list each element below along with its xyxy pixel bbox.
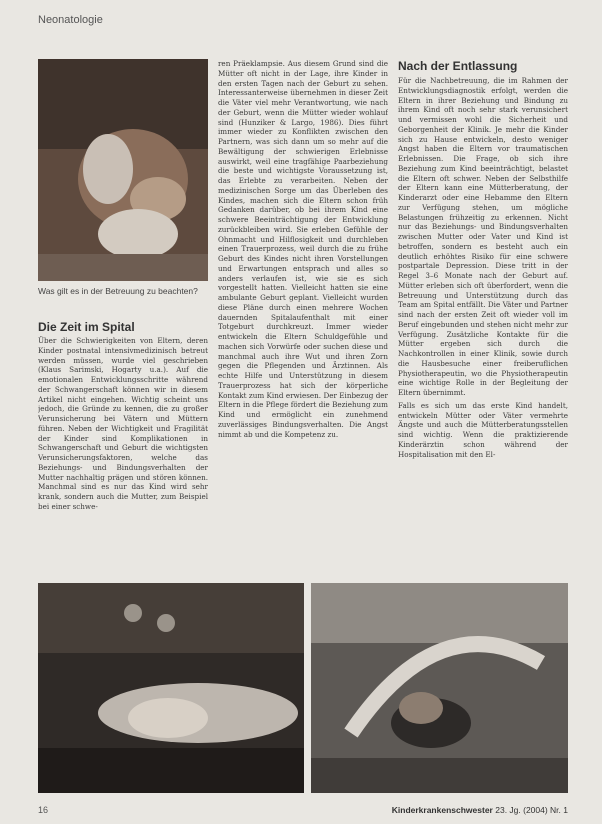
paragraph: Falls es sich um das erste Kind handelt, entwickeln Mütter oder Väter vermehrte Ängste und auch die Mütterberatungsstellen sind wichtig. Wenn die praktizierende Kinderärztin schon während der Hospitalisation mit den El-	[398, 400, 568, 459]
heading-zeit-im-spital: Die Zeit im Spital	[38, 320, 135, 334]
magazine-footer	[392, 805, 568, 815]
column-1-text	[38, 336, 208, 574]
photo-caption: Was gilt es in der Betreuung zu beachten?	[38, 286, 198, 296]
page-number: 16	[38, 805, 49, 815]
issue-info: 23. Jg. (2004) Nr. 1	[495, 805, 568, 815]
section-header: Neonatologie	[38, 14, 103, 26]
paragraph: Für die Nachbetreuung, die im Rahmen der Entwicklungsdiagnostik erfolgt, werden die Eltern in ihrer Beziehung und Bindung zu ihrem Kind oft noch sehr stark verunsichert und vermissen wohl die Sicherheit und Geborgenheit der Klinik. Je mehr die Kinder sich zu Hause entwickeln, desto weniger Angst haben die Eltern vor traumatischen Erlebnissen. Die Frage, ob sich ihre Beziehung zum Kind beeinträchtigt, belastet die Eltern oft schwer. Neben der Selbsthilfe der Eltern kann eine Mütterberatung, der Kinderarzt oder eine Hebamme den Eltern zur Verfügung stehen, um mögliche Belastungen frühzeitig zu erkennen. Nicht nur das Beziehungs- und Bindungsverhalten zwischen Mutter oder Vater und Kind ist betroffen, sondern es besteht auch ein deutlich erhöhtes Risiko für eine schwere postpartale Depression. Diese tritt in der Regel 3–6 Monate nach der Geburt auf. Mütter erleben sich oft überfordert, wenn die Betreuung und Unterstützung durch das Team am Spital entfällt. Die Väter und Partner sind nach der ersten Zeit oft wieder voll im Beruf eingebunden und stehen nicht mehr zur Verfügung. Zusätzliche Kontakte für die Mütter ergeben sich durch die Nachkontrollen in einer Klinik, sowie durch die Hausbesuche einer freiberuflichen Physiotherapeutin, wo die Physiotherapeutin eine wichtige Rolle in der Begleitung der Eltern übernimmt.	[398, 76, 568, 397]
magazine-name: Kinderkrankenschwester	[391, 805, 493, 815]
column-3-text	[398, 76, 568, 574]
paragraph: Über die Schwierigkeiten von Eltern, deren Kinder postnatal intensivmedizinisch betreut werden müssen, wurde viel geschrieben (Klaus Sarimski, Hogarty u.a.). Auf die emotionalen Entwicklungsschritte während der Schwangerschaft können wir in diesem Artikel nicht eingehen. Wichtig scheint uns jedoch, die Gründe zu kennen, die zu großer Verunsicherung bei Vätern und Müttern führen. Neben der Wichtigkeit und Fragilität der Kinder sind Komplikationen in Schwangerschaft und Geburt die wichtigsten Verunsicherungsfaktoren, welche das Beziehungs- und Bindungsverhalten der Mutter nachhaltig prägen und stören können. Manchmal sind es nur das Kind wird sehr krank, sondern auch die Mutter, zum Beispiel bei einer schwe-	[38, 336, 208, 511]
heading-nach-der-entlassung: Nach der Entlassung	[398, 59, 518, 73]
paragraph: ren Präeklampsie. Aus diesem Grund sind die Mütter oft nicht in der Lage, ihre Kinder in den ersten Tagen nach der Geburt zu sehen. Interessanterweise übernehmen in dieser Zeit die Väter viel mehr Verantwortung, wie nach der Geburt, wenn die Mütter wieder wohlauf sind (Hunziker & Largo, 1986). Dies führt immer wieder zu Konflikten zwischen den Partnern, was sich dann um so mehr auf die Bewältigung der schwierigen Erlebnisse auswirkt, weil eine tragfähige Paarbeziehung die beste und wichtigste Voraussetzung ist, das Erlebte zu verarbeiten. Neben der medizinischen Sorge um das Überleben des Kindes, machen sich die Eltern schon früh Gedanken darüber, ob bei ihrem Kind eine schwere Beeinträchtigung der Entwicklung zurückbleiben wird. Sie erleben Gefühle der Ohnmacht und Hilflosigkeit und durchleben einen Trauerprozess, weil durch die zu frühe Geburt des Kindes nicht ihren Vorstellungen und Erwartungen entsprach und alles so anders verlaufen ist, wie sie es sich vorgestellt hatten. Vielleicht hatten sie eine ambulante Geburt geplant. Vielleicht wurden diese Pläne durch einen mehrere Wochen dauernden Spitalaufenthalt mit einer Totgeburt durchkreuzt. Immer wieder entwickeln die Eltern Schuldgefühle und machen sich Vorwürfe oder suchen diese und manchmal auch ihre Wut und ihren Zorn gegen die Pflegenden und Ärztinnen. Als echte Hilfe und Unterstützung in diesem Trauerprozess hat sich der körperliche Kontakt zum Kind erwiesen. Der Einbezug der Eltern in die Pflege fördert die Beziehung zum Kind und ermöglicht ein zunehmend zuverlässiges Bindungsverhalten. Die Angst nimmt ab und die Kompetenz zu.	[218, 59, 388, 439]
photo-hands-newborn	[38, 59, 208, 281]
photo-incubator-right	[311, 583, 568, 793]
column-2-text	[218, 59, 388, 574]
photo-incubator-left	[38, 583, 304, 793]
